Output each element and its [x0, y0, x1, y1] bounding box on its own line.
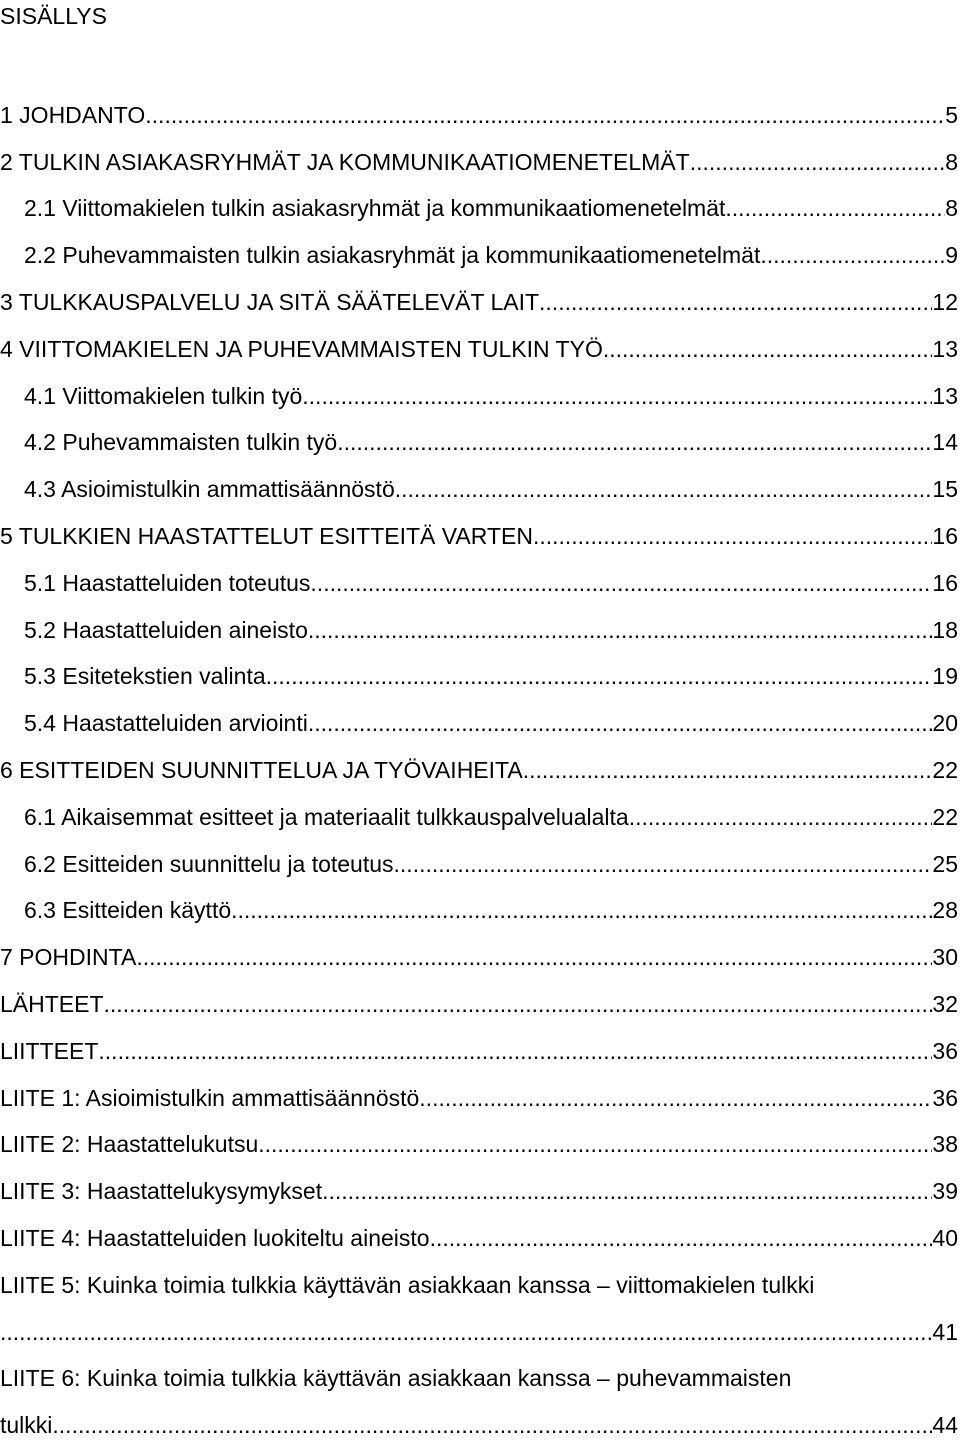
toc-entry-title: 4.2 Puhevammaisten tulkin työ [24, 429, 338, 456]
toc-entry[interactable] [0, 232, 958, 279]
toc-entry[interactable] [0, 139, 958, 186]
toc-entry[interactable] [0, 654, 958, 701]
toc-entry-title: LÄHTEET [0, 991, 104, 1018]
toc-page-number: 36 [932, 1084, 958, 1111]
toc-entry-title: 5 TULKKIEN HAASTATTELUT ESITTEITÄ VARTEN [0, 523, 533, 550]
toc-page-number: 18 [932, 616, 958, 643]
toc-entry-line2 [0, 1309, 958, 1356]
toc-entry[interactable] [0, 560, 958, 607]
toc-entry[interactable] [0, 466, 958, 513]
toc-leader-dots [539, 289, 932, 316]
toc-page-number: 28 [932, 897, 958, 924]
toc-entry-title: 4 VIITTOMAKIELEN JA PUHEVAMMAISTEN TULKIN TYÖ [0, 335, 603, 362]
toc-leader-dots [145, 102, 945, 129]
toc-entry-title: 6 ESITTEIDEN SUUNNITTELUA JA TYÖVAIHEITA [0, 757, 523, 784]
toc-page-number: 36 [932, 1037, 958, 1064]
toc-leader-dots [98, 1038, 932, 1065]
toc-entry[interactable] [0, 92, 958, 139]
toc-page-number: 16 [932, 523, 958, 550]
toc-entry[interactable] [0, 1215, 958, 1262]
toc-entry[interactable] [0, 1168, 958, 1215]
table-of-contents [0, 92, 958, 1449]
toc-leader-dots [258, 1131, 932, 1158]
toc-entry-wrapped[interactable] [0, 1262, 958, 1356]
toc-entry-title: LIITE 2: Haastattelukutsu [0, 1131, 259, 1158]
toc-leader-dots [337, 429, 932, 456]
page-title: SISÄLLYS [0, 3, 107, 29]
toc-entry[interactable] [0, 747, 958, 794]
toc-entry[interactable] [0, 607, 958, 654]
toc-entry-title: 6.3 Esitteiden käyttö [24, 897, 232, 924]
toc-leader-dots [419, 1085, 932, 1112]
toc-entry-title: 4.1 Viittomakielen tulkin työ [24, 382, 303, 409]
toc-page-number: 13 [932, 335, 958, 362]
toc-leader-dots [308, 617, 933, 644]
toc-leader-dots [725, 195, 945, 222]
toc-entry[interactable] [0, 1028, 958, 1075]
toc-entry[interactable] [0, 326, 958, 373]
toc-leader-dots [430, 1225, 933, 1252]
toc-page-number: 39 [932, 1178, 958, 1205]
toc-leader-dots [231, 897, 932, 924]
toc-entry-line2 [0, 1402, 958, 1449]
toc-entry-title: LIITE 3: Haastattelukysymykset [0, 1178, 323, 1205]
toc-leader-dots [629, 804, 933, 831]
toc-entry[interactable] [0, 186, 958, 233]
toc-page-number: 8 [945, 148, 958, 175]
toc-entry-title: 7 POHDINTA [0, 944, 137, 971]
toc-page-number: 40 [932, 1225, 958, 1252]
toc-page-number: 15 [932, 476, 958, 503]
toc-page-number: 5 [945, 101, 958, 128]
toc-entry-title: 2 TULKIN ASIAKASRYHMÄT JA KOMMUNIKAATIOMENETELMÄT [0, 148, 690, 175]
toc-entry-title-line2: tulkki [0, 1412, 53, 1439]
toc-entry[interactable] [0, 1075, 958, 1122]
toc-page-number: 44 [932, 1412, 958, 1439]
toc-entry-title: 5.2 Haastatteluiden aineisto [24, 616, 308, 643]
toc-entry-title: 2.1 Viittomakielen tulkin asiakasryhmät ja kommunikaatiomenetelmät [24, 195, 726, 222]
toc-entry[interactable] [0, 981, 958, 1028]
toc-entry-title: LIITE 4: Haastatteluiden luokiteltu aineisto [0, 1225, 430, 1252]
toc-entry[interactable] [0, 513, 958, 560]
toc-leader-dots [104, 991, 933, 1018]
toc-page-number: 22 [932, 803, 958, 830]
toc-entry-title-line1: LIITE 5: Kuinka toimia tulkkia käyttävän asiakkaan kanssa – viittomakielen tulkki [0, 1271, 815, 1298]
toc-entry[interactable] [0, 888, 958, 935]
toc-page-number: 16 [932, 569, 958, 596]
toc-entry[interactable] [0, 420, 958, 467]
toc-leader-dots [322, 1178, 932, 1205]
toc-page-number: 30 [932, 944, 958, 971]
toc-entry-title: 4.3 Asioimistulkin ammattisäännöstö [24, 476, 395, 503]
toc-leader-dots [760, 242, 945, 269]
toc-page-number: 25 [932, 850, 958, 877]
toc-leader-dots [533, 523, 932, 550]
toc-entry-title: 5.4 Haastatteluiden arviointi [24, 710, 308, 737]
toc-leader-dots [0, 1319, 932, 1346]
toc-entry[interactable] [0, 934, 958, 981]
toc-page-number: 12 [932, 289, 958, 316]
toc-entry[interactable] [0, 700, 958, 747]
toc-entry-wrapped[interactable] [0, 1356, 958, 1449]
toc-entry[interactable] [0, 279, 958, 326]
toc-page-number: 41 [932, 1318, 958, 1345]
toc-entry-title: 5.1 Haastatteluiden toteutus [24, 569, 311, 596]
toc-entry[interactable] [0, 1122, 958, 1169]
toc-leader-dots [310, 570, 932, 597]
toc-page-number: 20 [932, 710, 958, 737]
toc-leader-dots [302, 383, 932, 410]
toc-entry[interactable] [0, 841, 958, 888]
toc-page-number: 38 [932, 1131, 958, 1158]
toc-entry-title: LIITTEET [0, 1037, 99, 1064]
toc-leader-dots [136, 944, 932, 971]
toc-leader-dots [394, 851, 933, 878]
toc-entry-title: 2.2 Puhevammaisten tulkin asiakasryhmät ja kommunikaatiomenetelmät [24, 242, 761, 269]
toc-entry-title: 5.3 Esitetekstien valinta [24, 663, 266, 690]
toc-entry[interactable] [0, 373, 958, 420]
toc-page-number: 22 [932, 757, 958, 784]
toc-page-number: 8 [945, 195, 958, 222]
toc-leader-dots [308, 710, 933, 737]
toc-entry-title-line1: LIITE 6: Kuinka toimia tulkkia käyttävän asiakkaan kanssa – puhevammaisten [0, 1365, 792, 1392]
toc-entry-title: 3 TULKKAUSPALVELU JA SITÄ SÄÄTELEVÄT LAIT [0, 289, 540, 316]
toc-page-number: 9 [945, 242, 958, 269]
toc-page-number: 19 [932, 663, 958, 690]
toc-leader-dots [603, 336, 933, 363]
toc-leader-dots [52, 1412, 932, 1439]
toc-leader-dots [523, 757, 933, 784]
toc-entry-title: 1 JOHDANTO [0, 101, 146, 128]
toc-entry-title: LIITE 1: Asioimistulkin ammattisäännöstö [0, 1084, 420, 1111]
toc-entry-title: 6.2 Esitteiden suunnittelu ja toteutus [24, 850, 394, 877]
toc-page-number: 32 [932, 991, 958, 1018]
toc-entry-title: 6.1 Aikaisemmat esitteet ja materiaalit tulkkauspalvelualalta [24, 803, 629, 830]
toc-page-number: 14 [932, 429, 958, 456]
toc-leader-dots [690, 149, 945, 176]
toc-entry[interactable] [0, 794, 958, 841]
toc-leader-dots [266, 663, 933, 690]
toc-page-number: 13 [932, 382, 958, 409]
toc-leader-dots [395, 476, 933, 503]
